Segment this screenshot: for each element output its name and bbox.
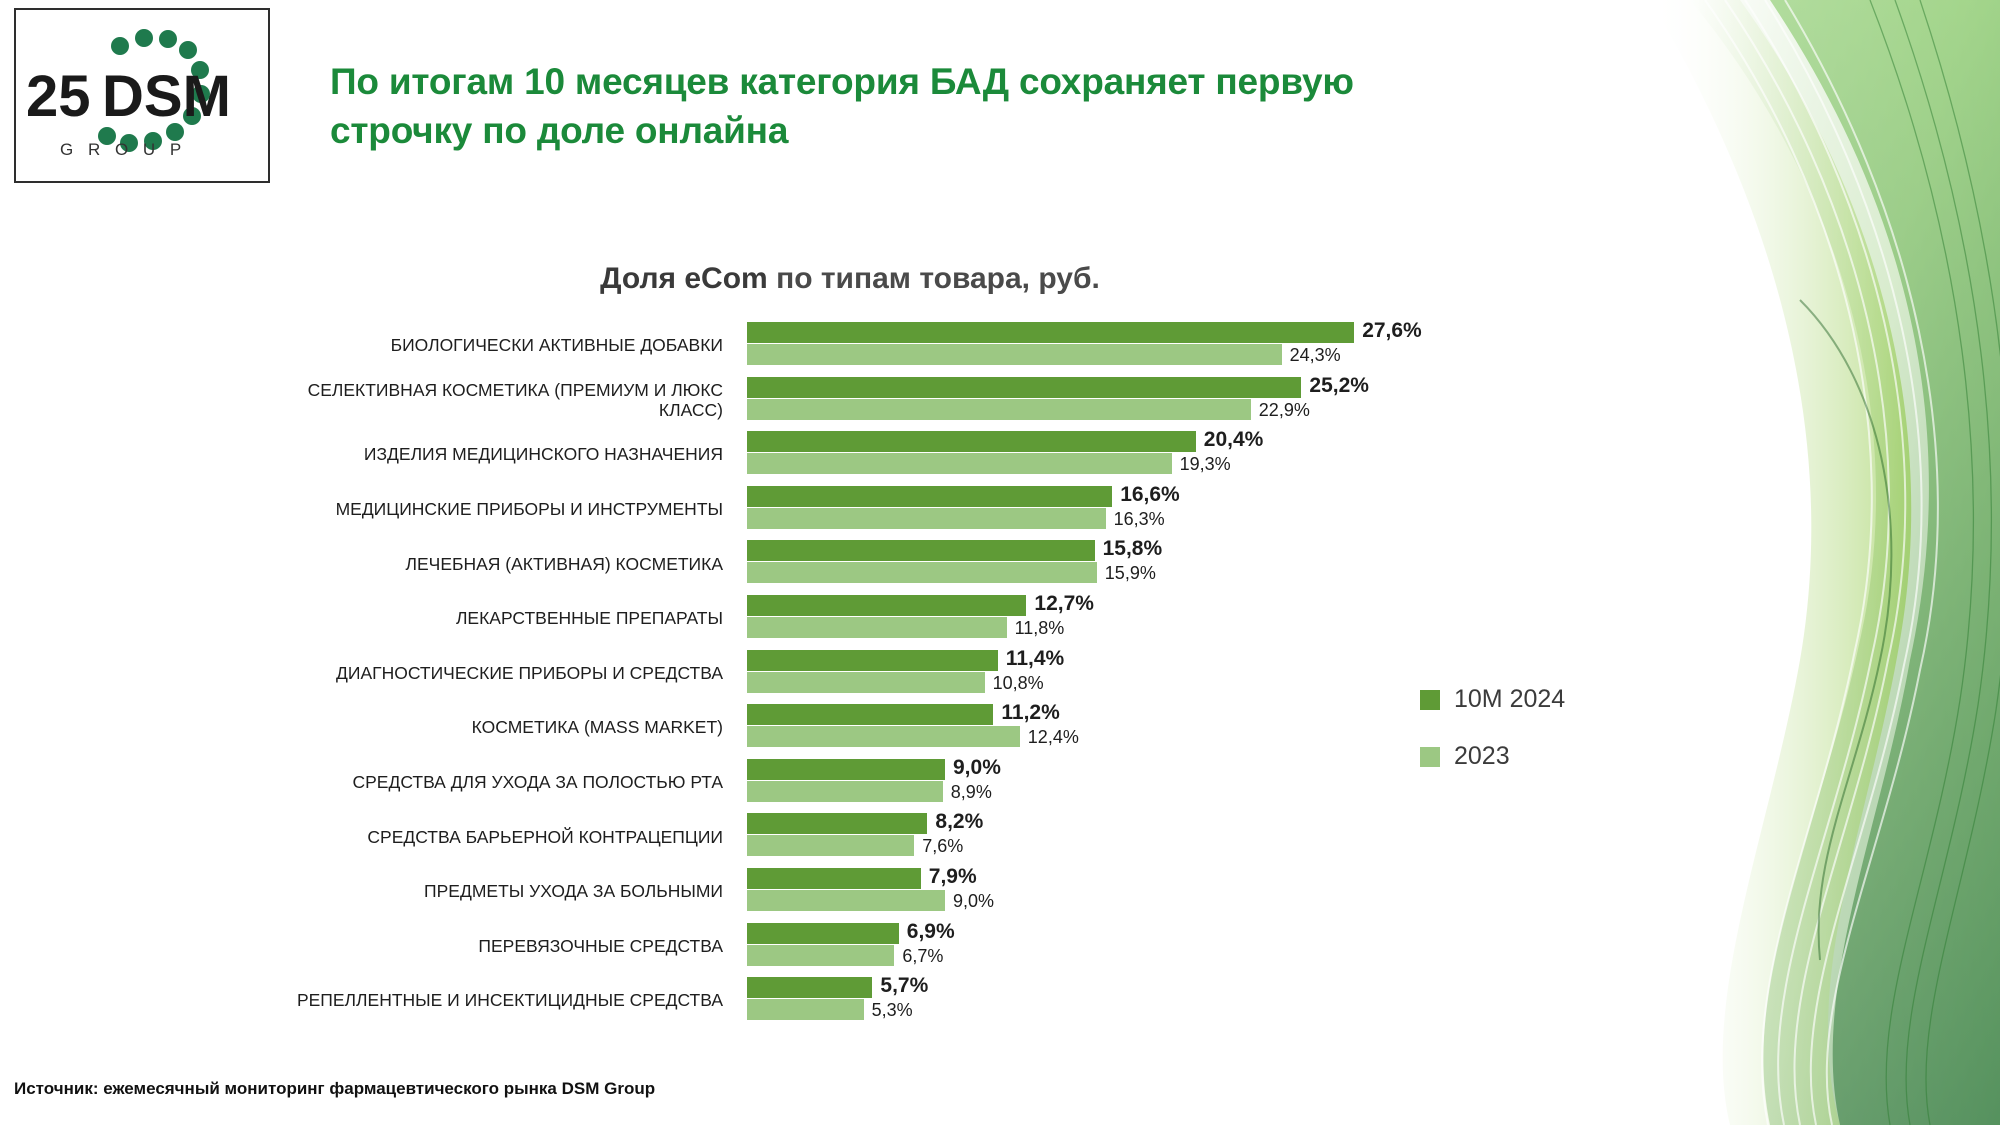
bar-value-previous-year: 12,4%	[1027, 727, 1079, 748]
bar-value-previous-year: 7,6%	[922, 836, 964, 857]
chart-bar-group	[747, 318, 1420, 373]
chart-row	[240, 591, 1420, 646]
bar-value-previous-year: 22,9%	[1258, 399, 1310, 420]
bar-value-current-year: 8,2%	[935, 810, 984, 834]
chart-row	[240, 755, 1420, 810]
chart-row	[240, 646, 1420, 701]
chart-category-label: БИОЛОГИЧЕСКИ АКТИВНЫЕ ДОБАВКИ	[390, 335, 723, 356]
chart-category-label: ПРЕДМЕТЫ УХОДА ЗА БОЛЬНЫМИ	[424, 881, 723, 902]
chart-bar-group	[747, 591, 1420, 646]
ecom-share-bar-chart	[240, 318, 1420, 1028]
decorative-ribbon-graphic	[1440, 0, 2000, 1125]
bar-previous-year[interactable]	[747, 562, 1097, 583]
chart-bar-group	[747, 536, 1420, 591]
bar-value-current-year: 9,0%	[953, 755, 1001, 779]
bar-current-year[interactable]	[747, 759, 945, 780]
bar-previous-year[interactable]	[747, 399, 1251, 420]
bar-current-year[interactable]	[747, 431, 1196, 452]
bar-value-previous-year: 10,8%	[992, 672, 1044, 693]
chart-category-label: СРЕДСТВА ДЛЯ УХОДА ЗА ПОЛОСТЬЮ РТА	[352, 771, 723, 792]
svg-text:DSM: DSM	[102, 64, 231, 129]
chart-row	[240, 809, 1420, 864]
chart-bar-group	[747, 919, 1420, 974]
bar-value-previous-year: 11,8%	[1014, 617, 1065, 638]
chart-row	[240, 318, 1420, 373]
bar-previous-year[interactable]	[747, 726, 1020, 747]
legend-swatch-icon	[1420, 747, 1440, 767]
chart-bar-group	[747, 864, 1420, 919]
bar-current-year[interactable]	[747, 868, 921, 889]
bar-current-year[interactable]	[747, 923, 899, 944]
chart-title-rest: по типам товара, руб.	[767, 262, 1100, 295]
chart-bar-group	[747, 809, 1420, 864]
bar-value-previous-year: 9,0%	[953, 890, 995, 911]
bar-previous-year[interactable]	[747, 617, 1007, 638]
chart-row	[240, 427, 1420, 482]
chart-bar-group	[747, 973, 1420, 1028]
bar-value-current-year: 16,6%	[1120, 482, 1180, 506]
bar-value-previous-year: 5,3%	[871, 1000, 913, 1021]
chart-bar-group	[747, 427, 1420, 482]
bar-previous-year[interactable]	[747, 508, 1106, 529]
bar-value-previous-year: 16,3%	[1113, 508, 1165, 529]
bar-value-previous-year: 8,9%	[950, 781, 992, 802]
chart-title-bold: Доля eCom	[600, 262, 768, 295]
bar-value-current-year: 20,4%	[1203, 428, 1264, 452]
legend-item-current[interactable]	[1420, 685, 1660, 714]
bar-value-current-year: 5,7%	[880, 974, 929, 998]
chart-bar-group	[747, 482, 1420, 537]
bar-value-current-year: 6,9%	[906, 919, 955, 943]
bar-value-previous-year: 6,7%	[902, 945, 944, 966]
chart-category-label: СРЕДСТВА БАРЬЕРНОЙ КОНТРАЦЕПЦИИ	[367, 826, 723, 847]
chart-title	[0, 262, 1700, 296]
bar-current-year[interactable]	[747, 650, 998, 671]
chart-row	[240, 536, 1420, 591]
bar-value-current-year: 25,2%	[1309, 373, 1369, 397]
chart-bar-group	[747, 373, 1420, 428]
chart-category-label: ПЕРЕВЯЗОЧНЫЕ СРЕДСТВА	[478, 935, 723, 956]
bar-previous-year[interactable]	[747, 344, 1282, 365]
bar-value-current-year: 11,2%	[1001, 701, 1060, 725]
chart-bar-group	[747, 700, 1420, 755]
bar-current-year[interactable]	[747, 813, 927, 834]
bar-value-current-year: 27,6%	[1362, 319, 1422, 342]
svg-text:G R O U P: G R O U P	[60, 140, 187, 159]
bar-value-current-year: 11,4%	[1005, 646, 1065, 670]
bar-previous-year[interactable]	[747, 672, 985, 693]
bar-value-previous-year: 24,3%	[1289, 345, 1341, 365]
chart-legend	[1420, 685, 1660, 799]
chart-category-label: ДИАГНОСТИЧЕСКИЕ ПРИБОРЫ И СРЕДСТВА	[336, 662, 723, 683]
dsm-group-logo	[14, 8, 270, 183]
bar-value-current-year: 12,7%	[1034, 591, 1094, 615]
page-title: По итогам 10 месяцев категория БАД сохраняет первую строчку по доле онлайна	[330, 61, 1354, 151]
bar-previous-year[interactable]	[747, 835, 914, 856]
chart-row	[240, 919, 1420, 974]
chart-bar-group	[747, 755, 1420, 810]
bar-current-year[interactable]	[747, 377, 1301, 398]
bar-value-previous-year: 19,3%	[1179, 454, 1231, 475]
bar-value-current-year: 7,9%	[928, 864, 977, 888]
bar-current-year[interactable]	[747, 486, 1112, 507]
bar-current-year[interactable]	[747, 977, 872, 998]
chart-category-label: МЕДИЦИНСКИЕ ПРИБОРЫ И ИНСТРУМЕНТЫ	[335, 499, 723, 520]
chart-category-label: РЕПЕЛЛЕНТНЫЕ И ИНСЕКТИЦИДНЫЕ СРЕДСТВА	[296, 990, 723, 1011]
bar-value-current-year: 15,8%	[1102, 537, 1163, 561]
bar-previous-year[interactable]	[747, 999, 864, 1020]
bar-current-year[interactable]	[747, 540, 1095, 561]
chart-row	[240, 482, 1420, 537]
chart-row	[240, 864, 1420, 919]
chart-category-label: ЛЕЧЕБНАЯ (АКТИВНАЯ) КОСМЕТИКА	[405, 553, 723, 574]
legend-label-current: 10М 2024	[1454, 685, 1566, 713]
bar-previous-year[interactable]	[747, 781, 943, 802]
bar-value-previous-year: 15,9%	[1104, 563, 1156, 584]
bar-previous-year[interactable]	[747, 453, 1172, 474]
bar-current-year[interactable]	[747, 322, 1354, 343]
legend-item-previous[interactable]	[1420, 742, 1660, 771]
chart-category-label: КОСМЕТИКА (MASS MARKET)	[471, 717, 723, 738]
bar-current-year[interactable]	[747, 595, 1026, 616]
chart-row	[240, 973, 1420, 1028]
source-note: Источник: ежемесячный мониторинг фармацевтического рынка DSM Group	[14, 1079, 656, 1098]
svg-text:25: 25	[26, 64, 91, 129]
legend-label-previous: 2023	[1454, 742, 1510, 770]
legend-swatch-icon	[1420, 690, 1440, 710]
chart-row	[240, 700, 1420, 755]
bar-previous-year[interactable]	[747, 945, 894, 966]
chart-category-label: ИЗДЕЛИЯ МЕДИЦИНСКОГО НАЗНАЧЕНИЯ	[363, 444, 723, 465]
chart-category-label: ЛЕКАРСТВЕННЫЕ ПРЕПАРАТЫ	[455, 608, 723, 629]
chart-bar-group	[747, 646, 1420, 701]
bar-current-year[interactable]	[747, 704, 993, 725]
logo-graphic	[14, 8, 270, 183]
chart-row	[240, 373, 1420, 428]
chart-category-label: СЕЛЕКТИВНАЯ КОСМЕТИКА (ПРЕМИУМ И ЛЮКС КЛАСС)	[307, 379, 723, 420]
bar-previous-year[interactable]	[747, 890, 945, 911]
